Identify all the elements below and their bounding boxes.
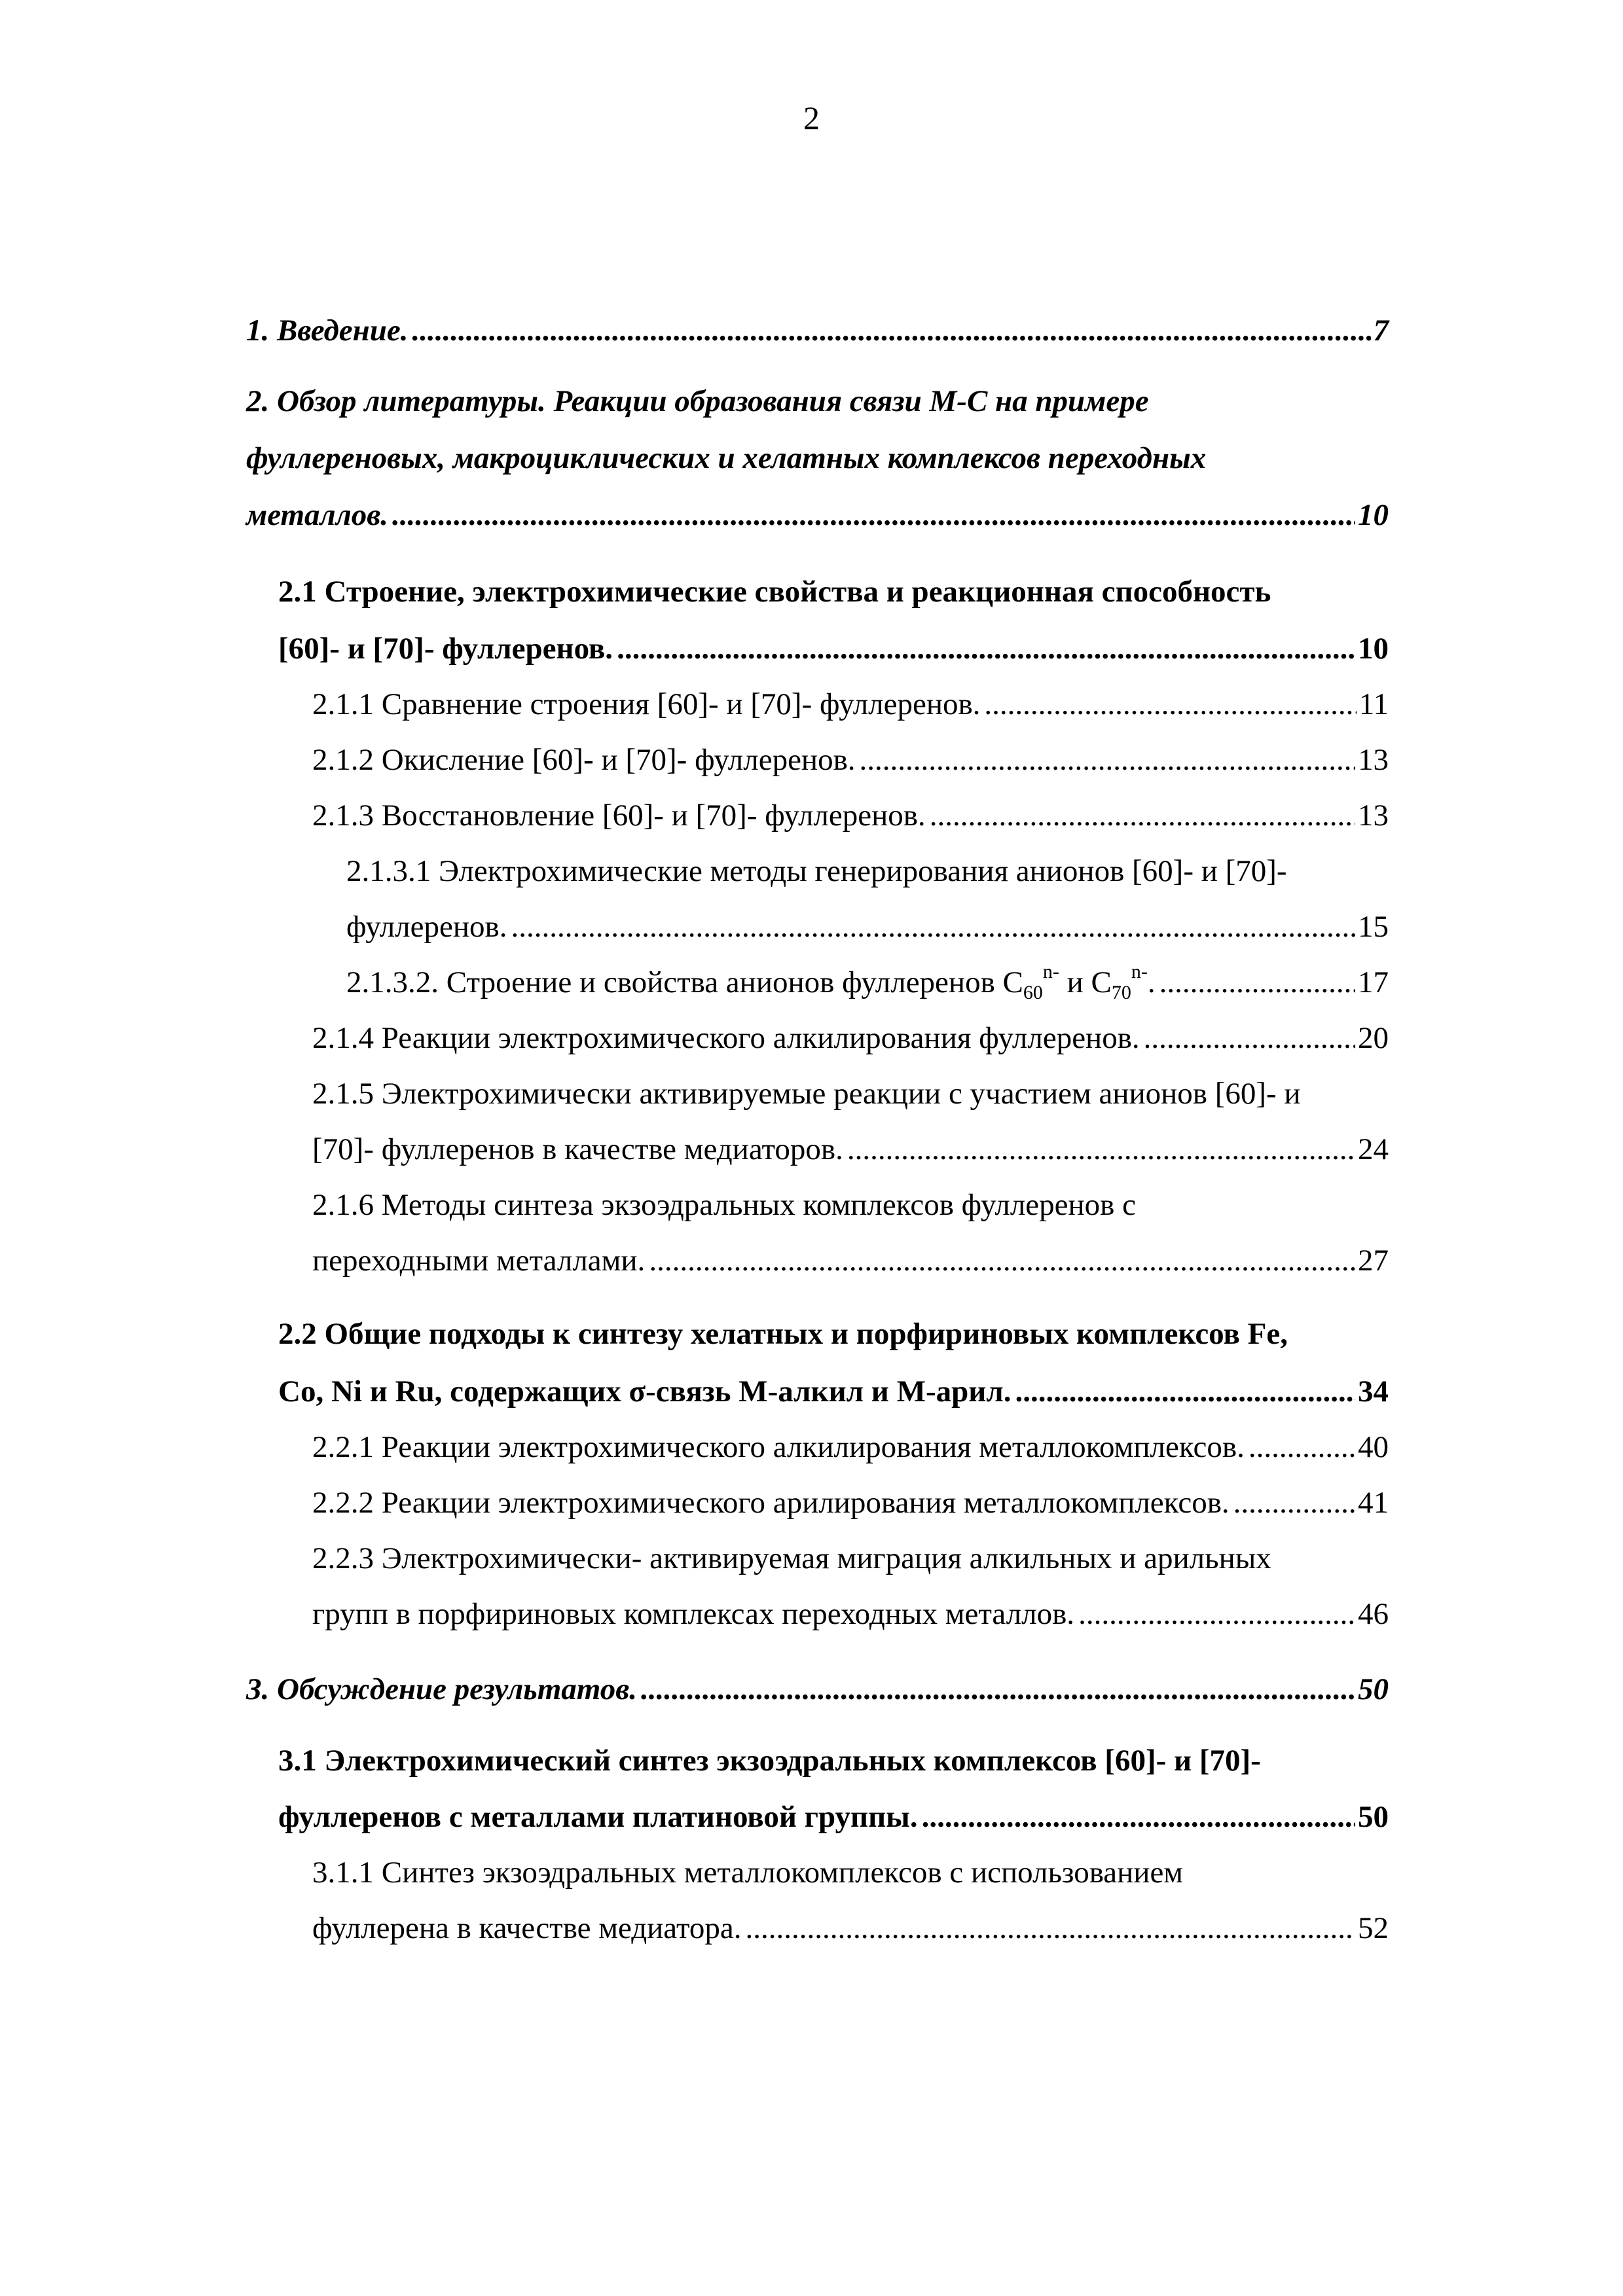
toc-entry-title: переходными металлами. — [312, 1244, 646, 1278]
toc-entry-2-2-3-line2[interactable] — [312, 1594, 1389, 1634]
toc-entry-2-1-4[interactable] — [312, 1018, 1389, 1058]
toc-entry-title: групп в порфириновых комплексах переходных металлов. — [312, 1597, 1075, 1631]
toc-page-number: 34 — [1358, 1374, 1389, 1408]
dot-leader — [412, 311, 1370, 350]
formula-superscript-charge: n- — [1131, 961, 1148, 982]
toc-entry-title: 2.1.2 Окисление [60]- и [70]- фуллеренов. — [312, 743, 856, 777]
dot-leader — [984, 685, 1356, 724]
toc-entry-2-1-3[interactable] — [312, 796, 1389, 835]
toc-page-number: 10 — [1358, 632, 1389, 666]
dot-leader — [641, 1670, 1355, 1709]
toc-entry-2-1-3-2[interactable] — [346, 963, 1389, 1002]
toc-page-number: 50 — [1358, 1800, 1389, 1834]
toc-entry-title: 2.2 Общие подходы к синтезу хелатных и порфириновых комплексов Fe, — [278, 1317, 1288, 1351]
formula-superscript-charge: n- — [1042, 961, 1059, 982]
dot-leader — [1249, 1427, 1355, 1467]
title-middle: и С — [1059, 965, 1112, 999]
toc-page-number: 50 — [1358, 1672, 1389, 1706]
dot-leader — [1159, 963, 1355, 1002]
toc-entry-3-1-line1[interactable] — [278, 1741, 1261, 1780]
toc-entry-title: фуллеренов с металлами платиновой группы. — [278, 1800, 918, 1834]
toc-entry-title: 2.2.2 Реакции электрохимического арилирования металлокомплексов. — [312, 1486, 1230, 1520]
toc-entry-title: фуллеренов. — [346, 910, 507, 944]
formula-subscript-c70: 70 — [1111, 982, 1131, 1003]
toc-entry-title: 1. Введение. — [246, 314, 409, 348]
toc-entry-title: 2.2.3 Электрохимически- активируемая миграция алкильных и арильных — [312, 1541, 1271, 1575]
toc-page-number: 10 — [1358, 498, 1389, 532]
dot-leader — [392, 495, 1355, 535]
toc-entry-title: Co, Ni и Ru, содержащих σ-связь М-алкил и М-арил. — [278, 1374, 1012, 1408]
toc-entry-title: металлов. — [246, 498, 388, 532]
toc-entry-literature-review-line1[interactable] — [246, 382, 1149, 421]
toc-page-number: 46 — [1358, 1597, 1389, 1631]
toc-entry-title: [60]- и [70]- фуллеренов. — [278, 632, 613, 666]
toc-entry-2-2-line1[interactable] — [278, 1314, 1288, 1354]
toc-entry-3-1-1-line1[interactable] — [312, 1853, 1183, 1892]
toc-entry-results-discussion[interactable] — [246, 1670, 1389, 1709]
toc-entry-2-1-1[interactable] — [312, 685, 1389, 724]
toc-entry-2-1-6-line1[interactable] — [312, 1185, 1136, 1225]
dot-leader — [1144, 1018, 1355, 1058]
toc-entry-2-1-5-line1[interactable] — [312, 1074, 1301, 1113]
toc-entry-title: фуллереновых, макроциклических и хелатных комплексов переходных — [246, 441, 1207, 475]
toc-entry-2-1-line2[interactable] — [278, 629, 1389, 668]
toc-entry-title: 2. Обзор литературы. Реакции образования связи М-С на примере — [246, 384, 1149, 418]
dot-leader — [745, 1909, 1355, 1948]
toc-entry-2-1-3-1-line1[interactable] — [346, 852, 1287, 891]
dot-leader — [847, 1130, 1355, 1169]
toc-page-number: 11 — [1359, 687, 1389, 721]
dot-leader — [1233, 1483, 1355, 1522]
toc-entry-literature-review-line3[interactable] — [246, 495, 1389, 535]
dot-leader — [1015, 1372, 1356, 1411]
toc-entry-title: 2.1 Строение, электрохимические свойства и реакционная способность — [278, 575, 1271, 609]
toc-entry-title — [346, 963, 1156, 1002]
toc-entry-title: фуллерена в качестве медиатора. — [312, 1911, 742, 1945]
title-prefix: 2.1.3.2. Строение и свойства анионов фуллеренов С — [346, 965, 1023, 999]
toc-entry-2-1-6-line2[interactable] — [312, 1241, 1389, 1280]
dot-leader — [649, 1241, 1355, 1280]
toc-page-number: 13 — [1358, 798, 1389, 833]
dot-leader — [860, 740, 1355, 780]
toc-entry-2-1-line1[interactable] — [278, 572, 1271, 611]
toc-page-number: 24 — [1358, 1132, 1389, 1166]
toc-entry-title: 2.2.1 Реакции электрохимического алкилирования металлокомплексов. — [312, 1430, 1245, 1464]
title-suffix: . — [1147, 965, 1156, 999]
dot-leader — [1078, 1594, 1355, 1634]
toc-entry-2-2-3-line1[interactable] — [312, 1539, 1271, 1578]
toc-page-number: 20 — [1358, 1021, 1389, 1055]
toc-page-number: 41 — [1358, 1486, 1389, 1520]
toc-entry-2-1-3-1-line2[interactable] — [346, 907, 1389, 946]
toc-entry-2-1-2[interactable] — [312, 740, 1389, 780]
toc-entry-literature-review-line2[interactable] — [246, 439, 1206, 478]
dot-leader — [511, 907, 1355, 946]
toc-page-number: 13 — [1358, 743, 1389, 777]
formula-subscript-c60: 60 — [1023, 982, 1043, 1003]
toc-entry-title: 2.1.3.1 Электрохимические методы генерирования анионов [60]- и [70]- — [346, 854, 1287, 888]
toc-page-number: 17 — [1358, 965, 1389, 999]
toc-entry-2-2-line2[interactable] — [278, 1372, 1389, 1411]
dot-leader — [930, 796, 1355, 835]
toc-page-number: 52 — [1358, 1911, 1389, 1945]
toc-entry-title: 3.1.1 Синтез экзоэдральных металлокомплексов с использованием — [312, 1856, 1184, 1890]
dot-leader — [617, 629, 1355, 668]
toc-entry-title: 2.1.5 Электрохимически активируемые реакции с участием анионов [60]- и — [312, 1077, 1301, 1111]
toc-entry-title: 2.1.4 Реакции электрохимического алкилирования фуллеренов. — [312, 1021, 1140, 1055]
toc-entry-title: 2.1.3 Восстановление [60]- и [70]- фуллеренов. — [312, 798, 926, 833]
toc-entry-title: 3.1 Электрохимический синтез экзоэдральных комплексов [60]- и [70]- — [278, 1744, 1261, 1778]
dot-leader — [922, 1797, 1355, 1837]
toc-entry-2-1-5-line2[interactable] — [312, 1130, 1389, 1169]
toc-entry-3-1-1-line2[interactable] — [312, 1909, 1389, 1948]
toc-page-number: 15 — [1358, 910, 1389, 944]
toc-entry-2-2-1[interactable] — [312, 1427, 1389, 1467]
page-number: 2 — [803, 99, 820, 136]
toc-entry-introduction[interactable] — [246, 311, 1389, 350]
toc-page-number: 27 — [1358, 1244, 1389, 1278]
toc-page-number: 40 — [1358, 1430, 1389, 1464]
toc-entry-2-2-2[interactable] — [312, 1483, 1389, 1522]
toc-entry-title: [70]- фуллеренов в качестве медиаторов. — [312, 1132, 843, 1166]
toc-entry-title: 2.1.1 Сравнение строения [60]- и [70]- фуллеренов. — [312, 687, 981, 721]
toc-entry-title: 3. Обсуждение результатов. — [246, 1672, 637, 1706]
toc-page-number: 7 — [1373, 314, 1389, 348]
toc-entry-title: 2.1.6 Методы синтеза экзоэдральных комплексов фуллеренов с — [312, 1188, 1136, 1222]
toc-entry-3-1-line2[interactable] — [278, 1797, 1389, 1837]
